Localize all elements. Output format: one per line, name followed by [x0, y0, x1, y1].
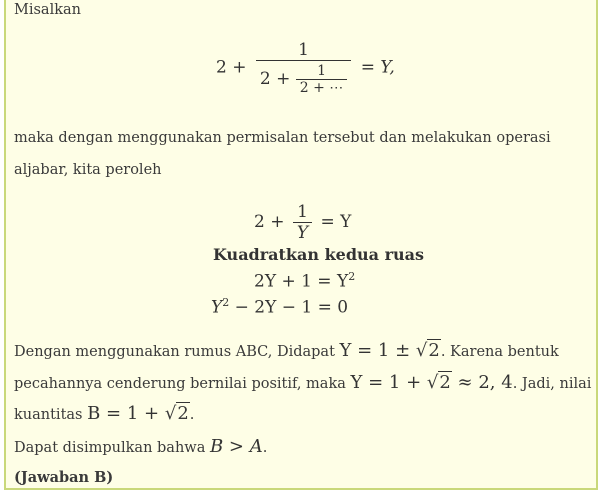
p2-l1-text: Dengan menggunakan rumus ABC, Didapat [14, 344, 340, 360]
eq4-rest: − 2Y − 1 = 0 [229, 297, 349, 318]
paragraph-2-line-1 [14, 340, 559, 361]
solution-panel [4, 0, 598, 490]
p2-l3-math: B = 1 + [87, 403, 165, 424]
eq1-numerator: 1 [298, 40, 309, 60]
eq1-den-start: 2 + [259, 69, 291, 89]
p2-l1-sqrt: √2 [415, 340, 440, 361]
p2-l3-text: kuantitas [14, 407, 88, 423]
intro-text: Misalkan [14, 2, 81, 18]
eq1-denominator [256, 60, 351, 96]
conclusion-math: B > A [209, 436, 263, 457]
p2-l2-radicand: 2 [439, 372, 451, 393]
equation-simplified [254, 202, 351, 243]
p2-l2-text: pecahannya cenderung bernilai positif, maka [14, 376, 351, 392]
p2-l3-sqrt: √2 [164, 403, 189, 424]
equation-quadratic [211, 296, 348, 318]
eq1-rhs: = Y, [360, 57, 395, 78]
eq1-inner-numerator: 1 [317, 63, 326, 79]
equation-continued-fraction [216, 40, 395, 96]
eq1-fraction [256, 40, 351, 96]
paragraph-1-line-1: maka dengan menggunakan permisalan tersebut dan melakukan operasi [14, 130, 551, 146]
step-label: Kuadratkan kedua ruas [213, 245, 425, 264]
conclusion-text: Dapat disimpulkan bahwa [14, 440, 210, 456]
p2-l2-after: . Jadi, nilai [512, 376, 592, 392]
p2-l3-radicand: 2 [177, 403, 189, 424]
conclusion-after: . [262, 440, 268, 456]
eq2-rhs: = Y [320, 212, 352, 232]
eq2-numerator: 1 [297, 202, 308, 222]
eq4-var: Y [211, 297, 223, 318]
eq3-exponent: 2 [348, 270, 356, 283]
paragraph-2-line-2 [14, 372, 591, 393]
eq1-inner-fraction [296, 63, 348, 96]
answer-label: (Jawaban B) [14, 469, 114, 486]
conclusion-line [14, 436, 267, 457]
p2-l1-math: Y = 1 ± [339, 340, 416, 361]
eq3-text: 2Y + 1 = Y [254, 271, 349, 292]
eq2-lhs: 2 + [254, 212, 285, 232]
eq2-fraction [293, 202, 312, 243]
p2-l2-sqrt: √2 [426, 372, 451, 393]
paragraph-1-line-2: aljabar, kita peroleh [14, 162, 162, 178]
eq2-denominator: Y [293, 222, 312, 243]
eq1-lhs: 2 + [216, 57, 247, 78]
p2-l1-radicand: 2 [428, 340, 440, 361]
paragraph-2-line-3 [14, 403, 194, 424]
eq1-inner-denominator: 2 + ⋯ [296, 79, 348, 96]
equation-squared [254, 270, 355, 292]
p2-l1-after: . Karena bentuk [440, 344, 559, 360]
p2-l2-math-b: ≈ 2, 4 [451, 372, 513, 393]
p2-l2-math-a: Y = 1 + [350, 372, 427, 393]
p2-l3-after: . [189, 407, 195, 423]
eq4-exponent: 2 [222, 296, 230, 309]
